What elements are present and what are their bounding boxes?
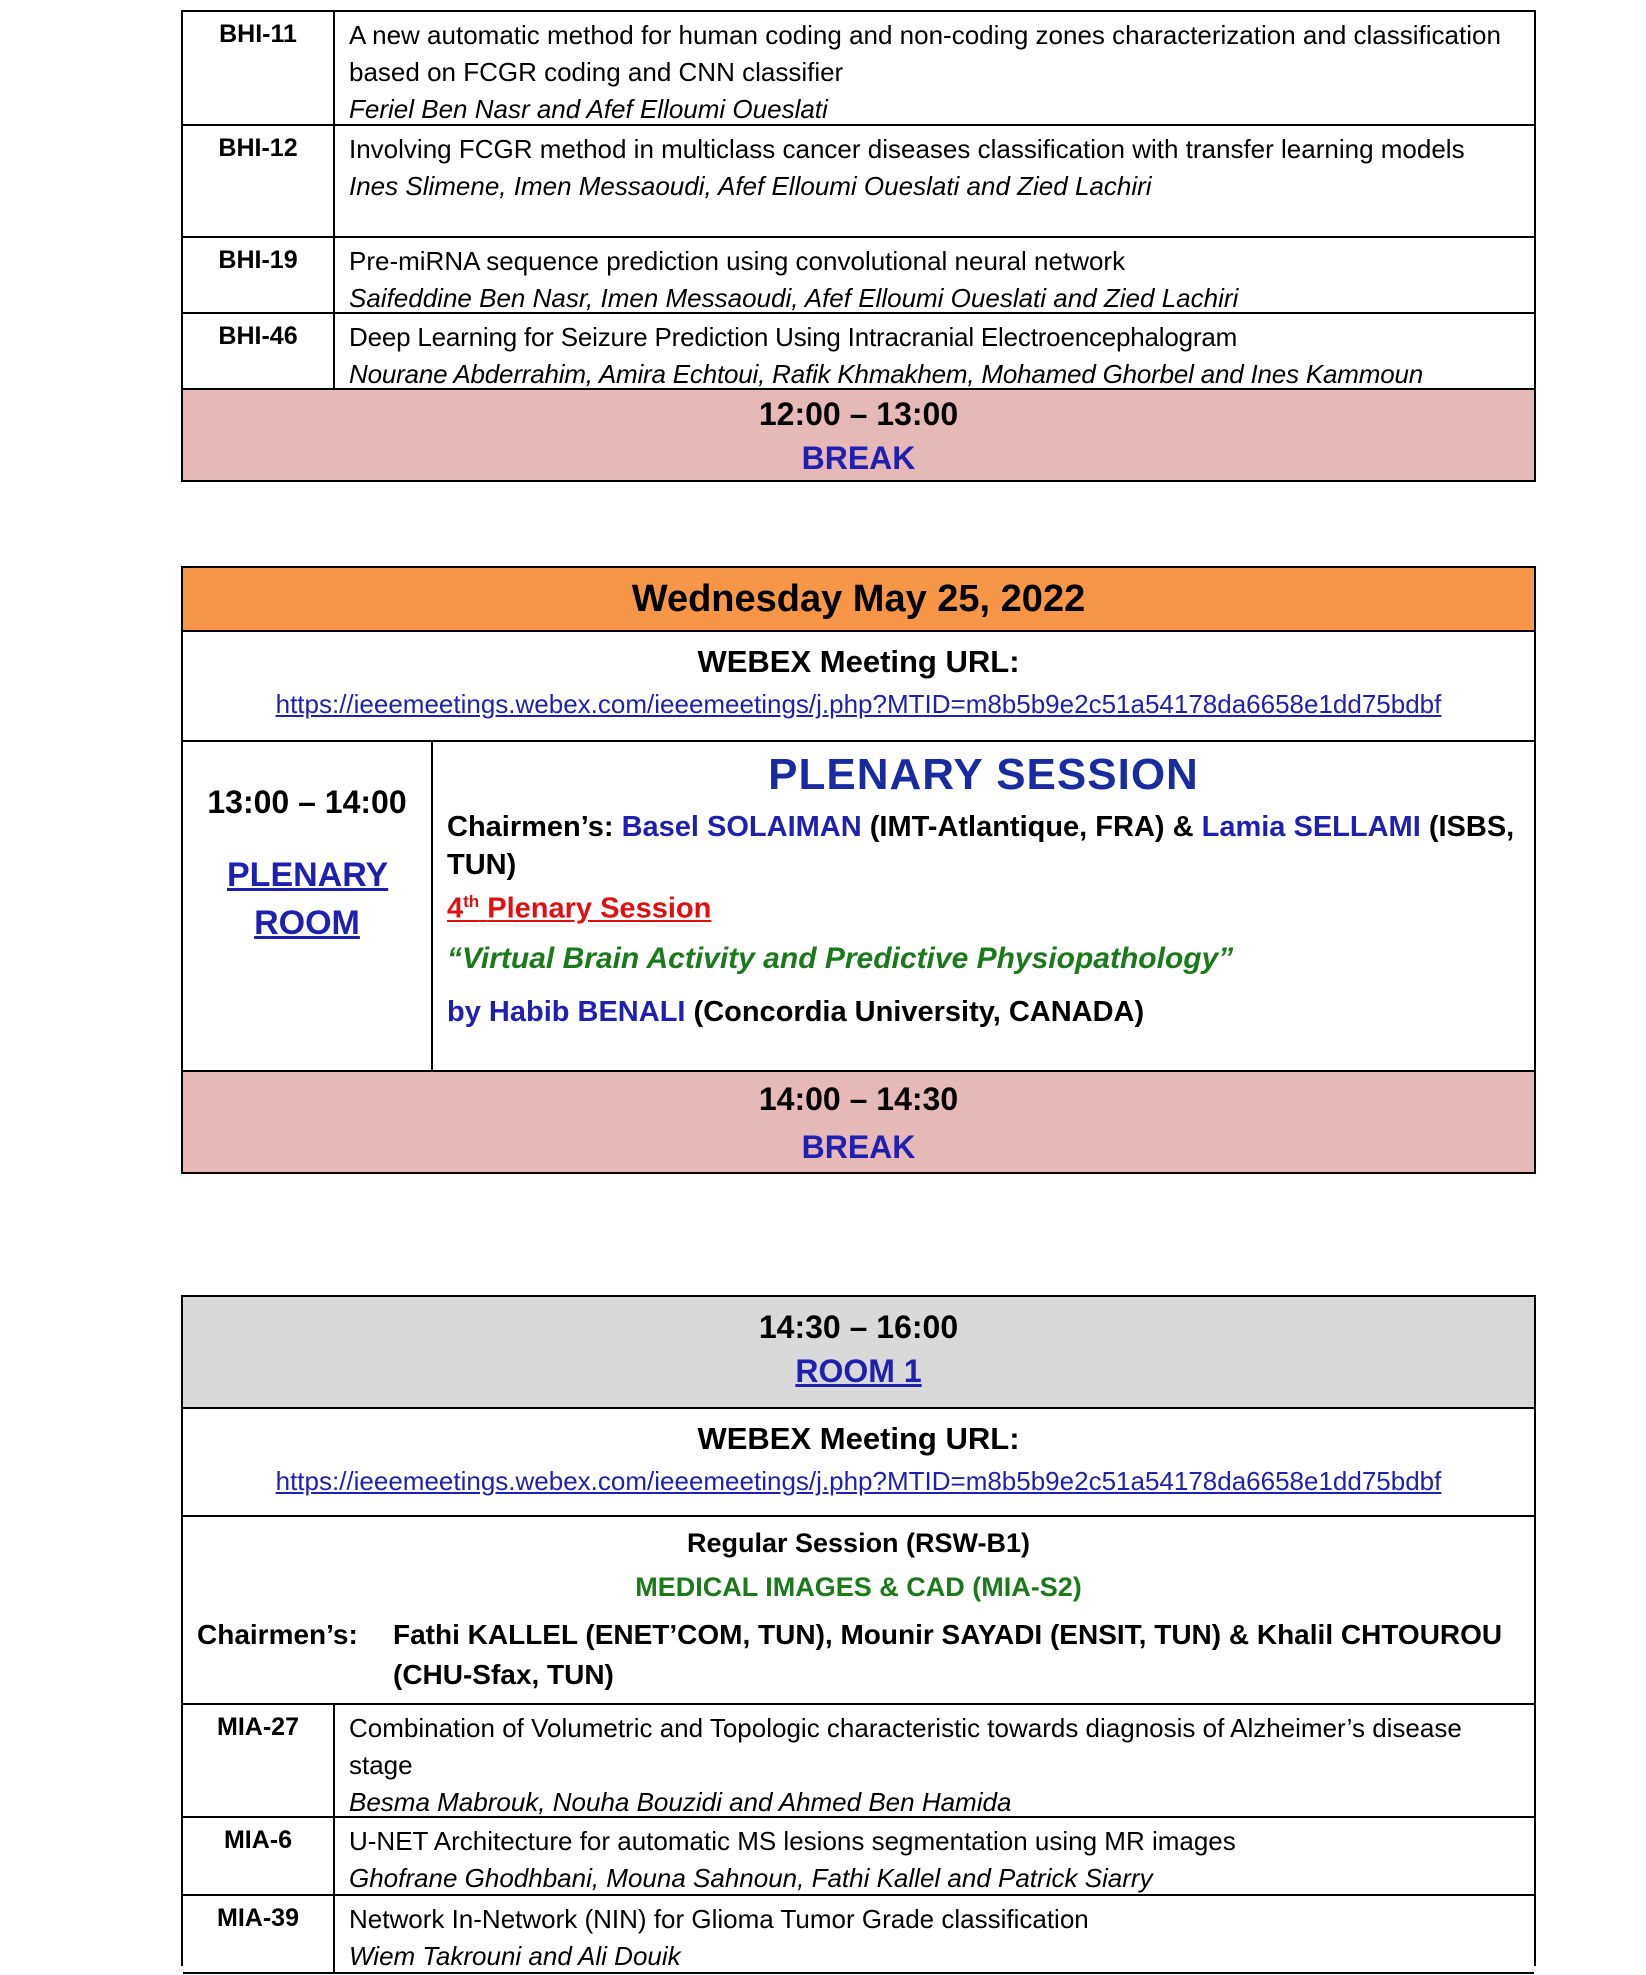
plenary-title: PLENARY SESSION (768, 750, 1199, 799)
paper-title: Deep Learning for Seizure Prediction Using Intracranial Electroencephalogram (349, 322, 1238, 352)
webex-label: WEBEX Meeting URL: (697, 1421, 1020, 1456)
paper-title: U-NET Architecture for automatic MS lesions segmentation using MR images (349, 1826, 1236, 1856)
paper-code: BHI-12 (183, 126, 335, 236)
chair1-name: Basel SOLAIMAN (621, 811, 862, 843)
paper-row (183, 124, 1534, 236)
chair-prefix: Chairmen’s: (447, 811, 614, 843)
paper-title: Combination of Volumetric and Topologic characteristic towards diagnosis of Alzheimer’s disease stage (349, 1713, 1462, 1780)
paper-details (335, 238, 1534, 312)
speaker-line (447, 996, 1520, 1029)
webex-link[interactable]: https://ieeemeetings.webex.com/ieeemeetings/j.php?MTID=m8b5b9e2c51a54178da6658e1dd75bdbf (275, 1466, 1442, 1496)
session-type: Regular Session (RSW-B1) (686, 1528, 1030, 1558)
session-name: MEDICAL IMAGES & CAD (MIA-S2) (635, 1572, 1082, 1602)
chair-label: Chairmen’s: (197, 1619, 358, 1650)
speaker-affiliation: (Concordia University, CANADA) (693, 995, 1145, 1028)
session-ordinal: 4 (447, 892, 464, 925)
break-row (183, 388, 1534, 480)
paper-code: MIA-39 (183, 1896, 335, 1972)
paper-title: Pre-miRNA sequence prediction using convolutional neural network (349, 246, 1126, 276)
plenary-details (433, 742, 1534, 1070)
session-header (183, 1297, 1534, 1409)
speaker-name: Habib BENALI (488, 995, 686, 1028)
chair2-name: Lamia SELLAMI (1201, 811, 1421, 843)
chair2-affiliation: (ISBS, TUN) (447, 811, 1515, 881)
webex-section (183, 1409, 1534, 1515)
paper-row (183, 1816, 1534, 1894)
paper-code: BHI-19 (183, 238, 335, 312)
paper-row (183, 236, 1534, 312)
paper-authors: Besma Mabrouk, Nouha Bouzidi and Ahmed Ben Hamida (349, 1787, 1012, 1817)
session-info (183, 1515, 1534, 1703)
paper-details (335, 12, 1534, 124)
break-row (183, 1070, 1534, 1172)
paper-details (335, 1896, 1534, 1972)
paper-authors: Feriel Ben Nasr and Afef Elloumi Oueslati (349, 94, 828, 124)
break-time: 12:00 – 13:00 (758, 396, 959, 432)
day-header: Wednesday May 25, 2022 (183, 568, 1534, 632)
paper-authors: Saifeddine Ben Nasr, Imen Messaoudi, Afef Elloumi Oueslati and Zied Lachiri (349, 283, 1239, 313)
plenary-room-link[interactable]: PLENARY ROOM (227, 856, 389, 942)
session-label: Plenary Session (487, 892, 712, 925)
session-ordinal-suffix: th (463, 892, 480, 911)
paper-title: Network In-Network (NIN) for Glioma Tumor Grade classification (349, 1904, 1089, 1934)
paper-details (335, 126, 1534, 236)
session-table-mia (181, 1295, 1536, 1971)
paper-details (335, 1818, 1534, 1894)
webex-section (183, 632, 1534, 740)
paper-details (335, 1705, 1534, 1816)
paper-row (183, 312, 1534, 388)
paper-code: BHI-11 (183, 12, 335, 124)
plenary-time: 13:00 – 14:00 (207, 784, 407, 820)
plenary-table (181, 566, 1536, 1174)
paper-row (183, 1703, 1534, 1816)
session-chairs (183, 1611, 1534, 1701)
talk-title: “Virtual Brain Activity and Predictive Physiopathology” (447, 941, 1234, 975)
paper-code: MIA-6 (183, 1818, 335, 1894)
room-link[interactable]: ROOM 1 (795, 1353, 922, 1389)
break-label: BREAK (801, 1129, 916, 1165)
paper-row (183, 1894, 1534, 1974)
paper-authors: Nourane Abderrahim, Amira Echtoui, Rafik Khmakhem, Mohamed Ghorbel and Ines Kammoun (349, 359, 1423, 389)
paper-authors: Wiem Takrouni and Ali Douik (349, 1941, 681, 1971)
paper-title: Involving FCGR method in multiclass cancer diseases classification with transfer learning models (349, 134, 1465, 164)
session-table-bhi (181, 10, 1536, 482)
paper-authors: Ghofrane Ghodhbani, Mouna Sahnoun, Fathi Kallel and Patrick Siarry (349, 1863, 1153, 1893)
paper-code: MIA-27 (183, 1705, 335, 1816)
chair1-affiliation: (IMT-Atlantique, FRA) & (869, 811, 1194, 843)
webex-label: WEBEX Meeting URL: (697, 644, 1020, 679)
webex-link[interactable]: https://ieeemeetings.webex.com/ieeemeetings/j.php?MTID=m8b5b9e2c51a54178da6658e1dd75bdbf (275, 689, 1442, 719)
session-time: 14:30 – 16:00 (758, 1309, 959, 1345)
plenary-chairs (447, 808, 1520, 884)
plenary-row (183, 740, 1534, 1070)
paper-code: BHI-46 (183, 314, 335, 388)
by-label: by (447, 995, 481, 1028)
break-time: 14:00 – 14:30 (758, 1081, 959, 1117)
paper-authors: Ines Slimene, Imen Messaoudi, Afef Elloumi Oueslati and Zied Lachiri (349, 171, 1152, 201)
chair-names: Fathi KALLEL (ENET’COM, TUN), Mounir SAYADI (ENSIT, TUN) & Khalil CHTOUROU (CHU-Sfax, TUN) (393, 1619, 1503, 1690)
paper-title: A new automatic method for human coding and non-coding zones characterization and classification based on FCGR coding and CNN classifier (349, 20, 1501, 87)
plenary-time-cell (183, 742, 433, 1070)
plenary-session-number (447, 892, 1520, 926)
break-label: BREAK (801, 440, 916, 476)
paper-details (335, 314, 1534, 388)
paper-row (183, 12, 1534, 124)
